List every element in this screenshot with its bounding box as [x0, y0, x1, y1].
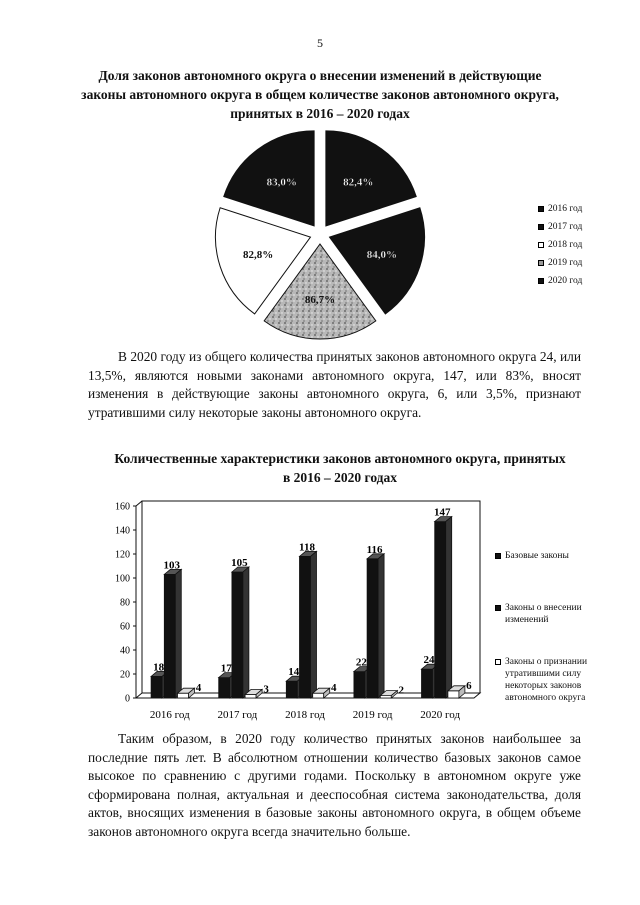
paragraph-1 — [88, 348, 581, 422]
bar-data-label: 2 — [398, 684, 405, 697]
bar — [300, 551, 317, 698]
bar — [435, 517, 452, 698]
bar-data-label: 24 — [423, 654, 435, 667]
pie-data-label: 84,0% — [366, 249, 398, 262]
bar — [232, 567, 249, 698]
y-tick-label: 140 — [115, 525, 130, 537]
pie-legend-item-2017 — [538, 218, 582, 236]
bar-data-label: 14 — [288, 666, 300, 679]
pie-data-label: 82,8% — [242, 249, 274, 262]
legend-label: 2016 год — [548, 204, 583, 214]
x-tick-label: 2019 год — [352, 709, 393, 721]
page-number: 5 — [317, 36, 323, 50]
bar-data-label: 105 — [231, 557, 248, 569]
paragraph-1-text: В 2020 году из общего количества принятых законов автономного округа 24, или 13,5%, являются новыми законами автономного округа, 147, или 83%, вносят изменения в действующие законы автономного округа, 6, или 3,5%, признают утратившими силу некоторые законы автономного округа. — [88, 349, 581, 420]
y-axis-depth — [136, 501, 142, 506]
legend-label: Законы о признании утратившими силу некоторых законов автономного округа — [505, 657, 588, 703]
legend-swatch — [538, 242, 544, 248]
bar-data-label: 22 — [355, 656, 367, 669]
bar-data-label: 6 — [466, 679, 472, 692]
bar-legend-item-base — [495, 550, 605, 562]
legend-swatch — [538, 224, 544, 230]
bar-legend-item-amend — [495, 602, 605, 626]
pie-data-label: 83,0% — [266, 176, 297, 189]
bar-chart-title: Количественные характеристики законов автономного округа, принятых в 2016 – 2020 годах — [114, 451, 566, 485]
bar — [367, 554, 384, 698]
legend-swatch — [495, 605, 501, 611]
pie-data-label: 86,7% — [304, 294, 336, 307]
pie-data-label: 82,4% — [343, 176, 374, 189]
bar-data-label: 4 — [330, 682, 337, 695]
bar-data-label: 18 — [153, 661, 165, 674]
x-tick-label: 2020 год — [420, 709, 461, 721]
pie-legend — [538, 200, 582, 290]
pie-legend-item-2019 — [538, 254, 582, 272]
legend-label: 2020 год — [548, 276, 583, 286]
legend-label: 2018 год — [548, 240, 583, 250]
legend-swatch — [495, 553, 501, 559]
bar-data-label: 103 — [163, 559, 181, 572]
x-tick-label: 2016 год — [149, 709, 190, 721]
bar-data-label: 17 — [220, 662, 232, 675]
pie-legend-item-2016 — [538, 200, 582, 218]
y-tick-label: 100 — [115, 573, 130, 585]
pie-legend-item-2018 — [538, 236, 582, 254]
bar-data-label: 147 — [433, 506, 451, 519]
legend-swatch — [495, 659, 501, 665]
pie-chart-title: Доля законов автономного округа о внесении изменений в действующие законы автономного округа в общем количестве законов автономного округа, принятых в 2016 – 2020 годах — [81, 68, 559, 121]
bar-data-label: 118 — [299, 541, 315, 554]
x-tick-label: 2017 год — [217, 709, 258, 721]
legend-swatch — [538, 278, 544, 284]
y-tick-label: 160 — [115, 501, 130, 513]
y-tick-label: 80 — [120, 597, 130, 609]
y-tick-label: 0 — [125, 693, 130, 705]
pie-legend-item-2020 — [538, 272, 582, 290]
legend-label: Базовые законы — [505, 551, 569, 561]
legend-label: 2017 год — [548, 222, 583, 232]
bar-data-label: 116 — [366, 543, 383, 556]
legend-label: 2019 год — [548, 258, 583, 268]
bar-chart — [100, 498, 490, 728]
pie-chart — [200, 130, 440, 345]
bar — [164, 569, 181, 698]
legend-swatch — [538, 206, 544, 212]
paragraph-2 — [88, 730, 581, 841]
bar-legend-item-repeal — [495, 656, 605, 704]
y-tick-label: 60 — [120, 621, 130, 633]
y-tick-label: 120 — [115, 549, 130, 561]
legend-swatch — [538, 260, 544, 266]
legend-label: Законы о внесении изменений — [505, 603, 582, 625]
x-tick-label: 2018 год — [285, 709, 325, 721]
bar-data-label: 4 — [195, 682, 202, 695]
bar-data-label: 3 — [263, 683, 269, 696]
y-tick-label: 40 — [120, 645, 130, 657]
paragraph-2-text: Таким образом, в 2020 году количество принятых законов наибольшее за последние пять лет. В абсолютном отношении количество базовых законов самое высокое по сравнению с другими годами. Поскольку в автономном округе уже сформирована полная, актуальная и дееспособная система законодательства, доля актов, вносящих изменения в базовые законы автономного округа, в общем объеме законов автономного округа всегда значительно больше. — [88, 731, 581, 839]
y-tick-label: 20 — [120, 669, 130, 681]
